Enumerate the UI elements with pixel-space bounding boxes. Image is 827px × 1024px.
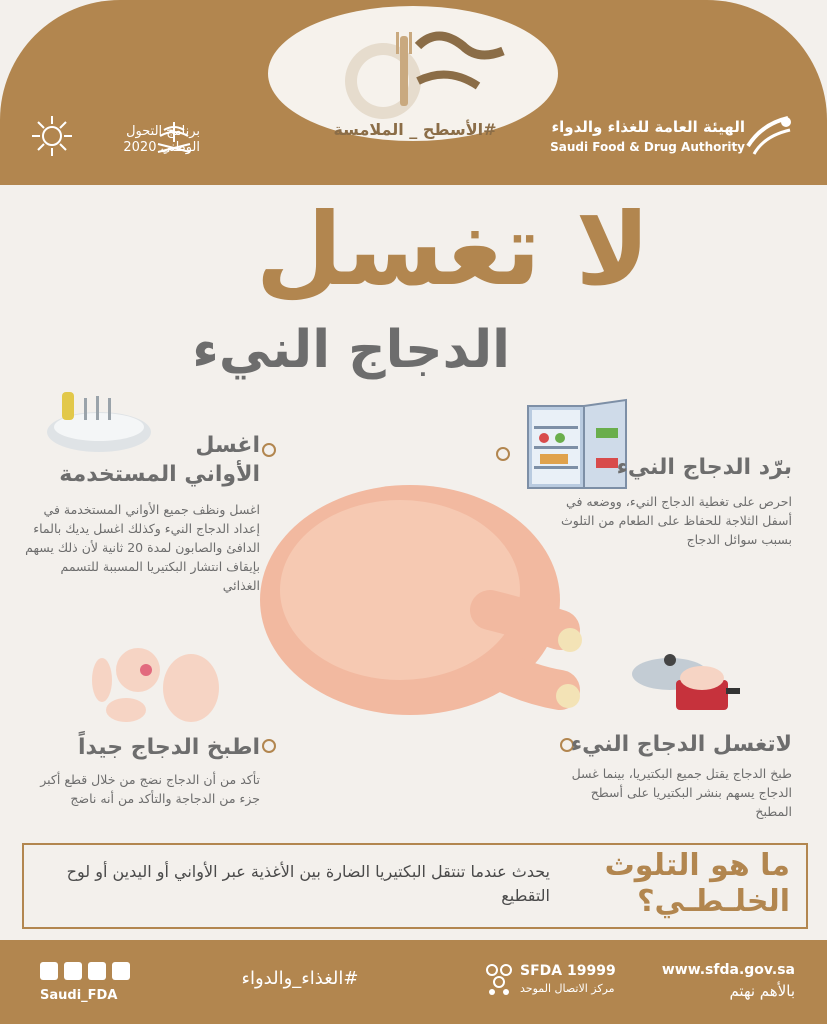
call-center-icon xyxy=(484,962,514,996)
definition-text: يحدث عندما تنتقل البكتيريا الضارة بين الأغذية عبر الأواني أو اليدين أو لوح التقطيع xyxy=(66,862,550,905)
footer-hashtag: #الغذاء_والدواء xyxy=(241,968,359,989)
raw-chicken-illustration xyxy=(250,460,600,730)
facebook-icon[interactable] xyxy=(64,962,82,980)
footer-slogan: بالأهم نهتم xyxy=(729,982,795,1000)
wash-utensils-text: اغسل ونظف جميع الأواني المستخدمة في إعداد الدجاج النيء وكذلك اغسل يديك بالماء الدافئ والصابون لمدة 20 ثانية لأن ذلك يسهم بإيقاف انتشار البكتيريا المسببة للتسمم الغذائي xyxy=(25,502,260,593)
connector-dot xyxy=(262,443,276,457)
cool-chicken-title: برّد الدجاج النيء xyxy=(616,455,792,480)
definition-title-line2: الخلـطـي؟ xyxy=(637,884,790,919)
sfda-name-arabic: الهيئة العامة للغذاء والدواء xyxy=(551,118,745,136)
vision-program-line2: الوطني 2020 xyxy=(123,140,200,155)
definition-title-line1: ما هو التلوث xyxy=(604,848,790,883)
connector-dot xyxy=(496,447,510,461)
social-handle[interactable]: Saudi_FDA xyxy=(40,988,118,1003)
instagram-icon[interactable] xyxy=(112,962,130,980)
website-link[interactable]: www.sfda.gov.sa xyxy=(661,962,795,978)
page-subtitle: الدجاج النيء xyxy=(192,320,510,380)
wash-utensils-title-line1: اغسل xyxy=(195,433,260,458)
connector-dot xyxy=(262,739,276,753)
cook-chicken-text: تأكد من أن الدجاج نضج من خلال قطع أكبر جزء من الدجاجة والتأكد من أنه ناضج xyxy=(40,772,260,806)
vision-program-line1: برنامج التحول xyxy=(126,124,200,139)
sfda-logo-icon xyxy=(740,112,800,160)
page-title: لا تغسل xyxy=(255,191,650,308)
no-wash-text: طبخ الدجاج يقتل جميع البكتيريا، بينما غسل الدجاج يسهم بنشر البكتيريا على أسطح المطبخ xyxy=(571,766,792,819)
no-wash-title: لاتغسل الدجاج النيء xyxy=(570,732,792,757)
vision-2030-emblem-icon xyxy=(30,114,74,158)
raw-chicken-pieces-icon xyxy=(86,640,226,728)
twitter-icon[interactable] xyxy=(40,962,58,980)
cool-chicken-text: احرص على تغطية الدجاج النيء، ووضعه في أسفل الثلاجة للحفاظ على الطعام من التلوث بسبب سوائل الدجاج xyxy=(561,494,792,547)
social-icons xyxy=(40,962,140,982)
youtube-icon[interactable] xyxy=(88,962,106,980)
cook-chicken-title: اطبخ الدجاج جيداً xyxy=(78,735,260,760)
sfda-name-english: Saudi Food & Drug Authority xyxy=(550,140,745,154)
call-center-label: مركز الاتصال الموحد xyxy=(520,982,615,995)
cooking-pot-icon xyxy=(630,650,742,720)
campaign-hashtag: #الأسطح _ الملامسة xyxy=(333,120,497,139)
call-center-number[interactable]: SFDA 19999 xyxy=(520,963,616,979)
wash-utensils-title-line2: الأواني المستخدمة xyxy=(59,462,260,487)
